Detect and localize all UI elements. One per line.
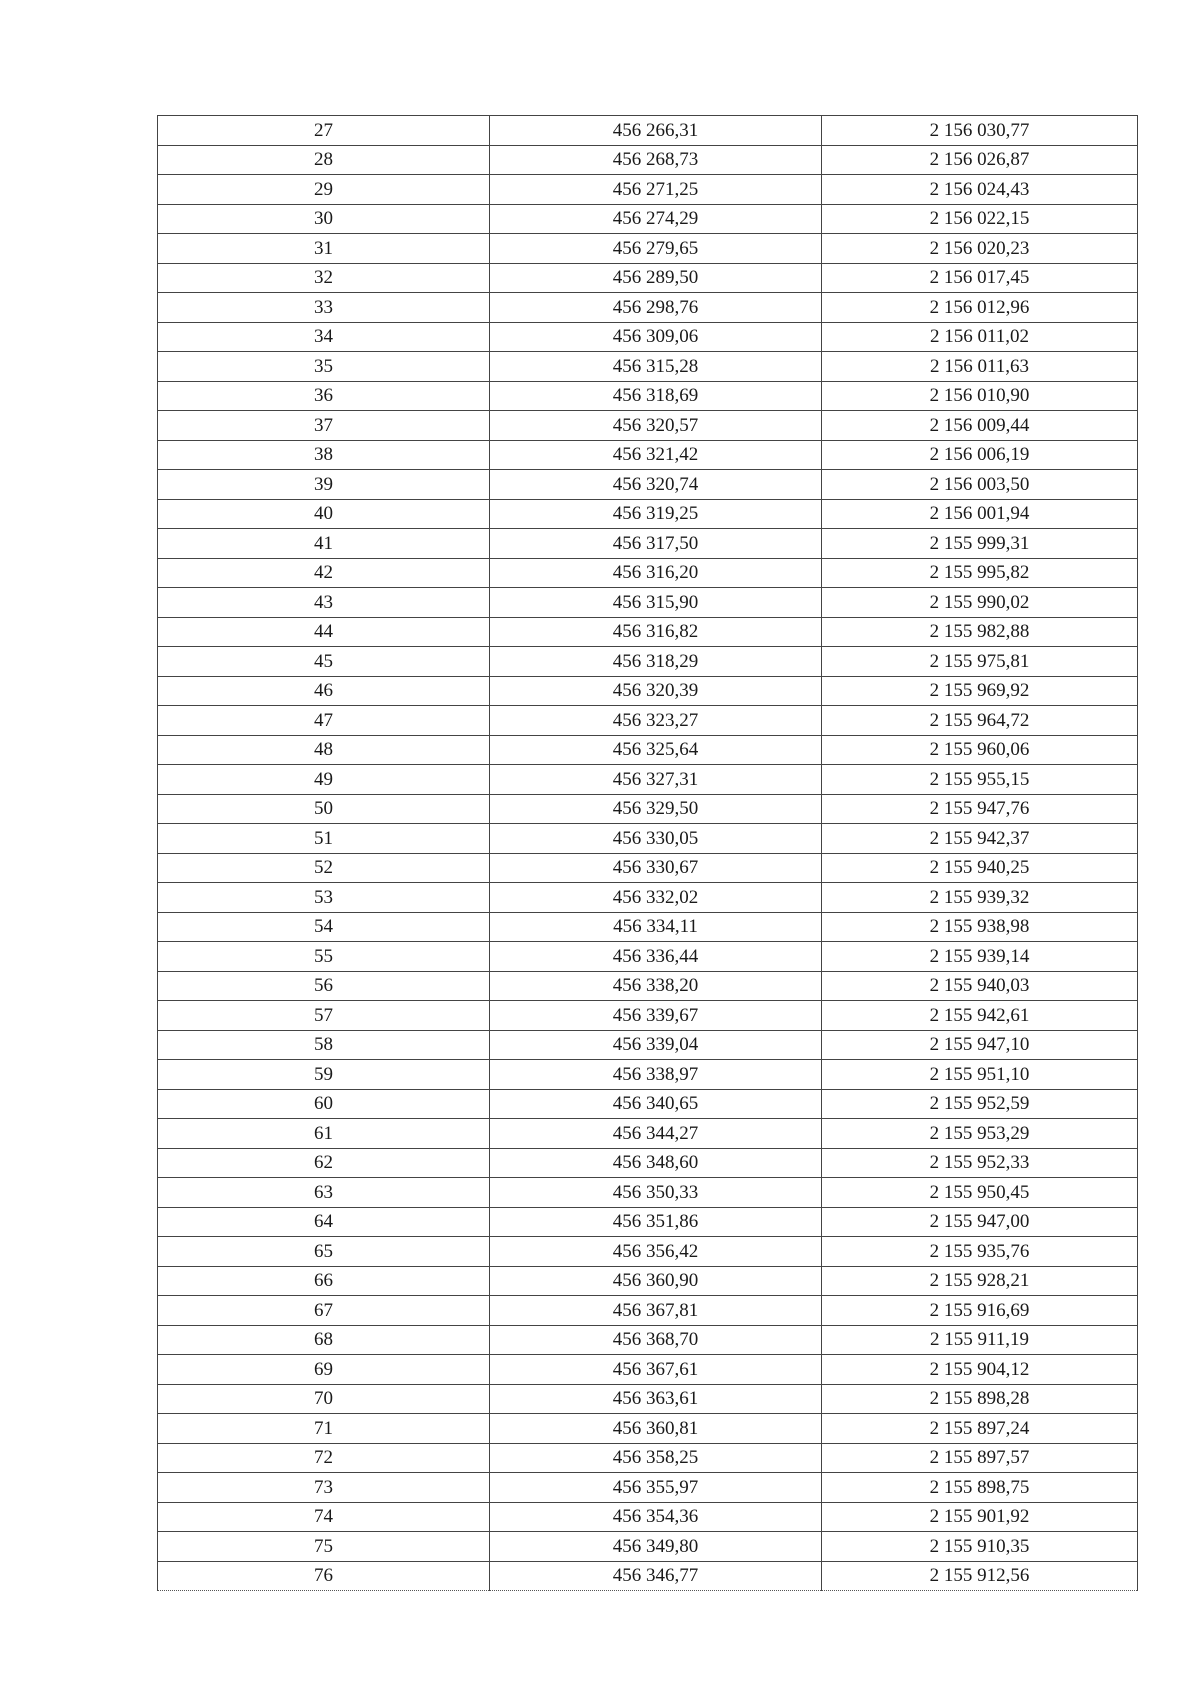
point-number-cell: 31: [158, 234, 490, 264]
point-number-cell: 69: [158, 1355, 490, 1385]
y-coordinate-cell: 2 156 026,87: [822, 145, 1138, 175]
x-coordinate-cell: 456 350,33: [490, 1178, 822, 1208]
table-row: [158, 1414, 1138, 1444]
x-coordinate-cell: 456 339,04: [490, 1030, 822, 1060]
point-number-cell: 67: [158, 1296, 490, 1326]
table-row: [158, 1532, 1138, 1562]
x-coordinate-cell: 456 340,65: [490, 1089, 822, 1119]
table-row: [158, 883, 1138, 913]
y-coordinate-cell: 2 155 939,14: [822, 942, 1138, 972]
x-coordinate-cell: 456 266,31: [490, 116, 822, 146]
y-coordinate-cell: 2 155 898,28: [822, 1384, 1138, 1414]
point-number-cell: 57: [158, 1001, 490, 1031]
point-number-cell: 30: [158, 204, 490, 234]
y-coordinate-cell: 2 155 950,45: [822, 1178, 1138, 1208]
point-number-cell: 33: [158, 293, 490, 323]
x-coordinate-cell: 456 315,28: [490, 352, 822, 382]
point-number-cell: 50: [158, 794, 490, 824]
table-row: [158, 1060, 1138, 1090]
y-coordinate-cell: 2 155 995,82: [822, 558, 1138, 588]
point-number-cell: 27: [158, 116, 490, 146]
y-coordinate-cell: 2 156 030,77: [822, 116, 1138, 146]
y-coordinate-cell: 2 155 942,37: [822, 824, 1138, 854]
table-row: [158, 1237, 1138, 1267]
y-coordinate-cell: 2 155 990,02: [822, 588, 1138, 618]
y-coordinate-cell: 2 156 003,50: [822, 470, 1138, 500]
table-row: [158, 1148, 1138, 1178]
table-row: [158, 440, 1138, 470]
y-coordinate-cell: 2 155 969,92: [822, 676, 1138, 706]
y-coordinate-cell: 2 155 951,10: [822, 1060, 1138, 1090]
x-coordinate-cell: 456 320,57: [490, 411, 822, 441]
point-number-cell: 65: [158, 1237, 490, 1267]
x-coordinate-cell: 456 336,44: [490, 942, 822, 972]
x-coordinate-cell: 456 367,61: [490, 1355, 822, 1385]
point-number-cell: 55: [158, 942, 490, 972]
table-row: [158, 853, 1138, 883]
table-row: [158, 1266, 1138, 1296]
x-coordinate-cell: 456 360,90: [490, 1266, 822, 1296]
point-number-cell: 46: [158, 676, 490, 706]
y-coordinate-cell: 2 156 017,45: [822, 263, 1138, 293]
point-number-cell: 73: [158, 1473, 490, 1503]
point-number-cell: 64: [158, 1207, 490, 1237]
x-coordinate-cell: 456 346,77: [490, 1561, 822, 1591]
x-coordinate-cell: 456 327,31: [490, 765, 822, 795]
point-number-cell: 61: [158, 1119, 490, 1149]
coordinates-table: [157, 115, 1138, 1591]
y-coordinate-cell: 2 155 898,75: [822, 1473, 1138, 1503]
y-coordinate-cell: 2 156 024,43: [822, 175, 1138, 205]
y-coordinate-cell: 2 155 942,61: [822, 1001, 1138, 1031]
point-number-cell: 29: [158, 175, 490, 205]
table-row: [158, 529, 1138, 559]
point-number-cell: 76: [158, 1561, 490, 1591]
point-number-cell: 34: [158, 322, 490, 352]
x-coordinate-cell: 456 298,76: [490, 293, 822, 323]
y-coordinate-cell: 2 156 006,19: [822, 440, 1138, 470]
y-coordinate-cell: 2 155 947,10: [822, 1030, 1138, 1060]
x-coordinate-cell: 456 351,86: [490, 1207, 822, 1237]
x-coordinate-cell: 456 323,27: [490, 706, 822, 736]
point-number-cell: 37: [158, 411, 490, 441]
point-number-cell: 71: [158, 1414, 490, 1444]
point-number-cell: 62: [158, 1148, 490, 1178]
y-coordinate-cell: 2 155 952,33: [822, 1148, 1138, 1178]
table-row: [158, 588, 1138, 618]
x-coordinate-cell: 456 271,25: [490, 175, 822, 205]
table-row: [158, 824, 1138, 854]
y-coordinate-cell: 2 155 964,72: [822, 706, 1138, 736]
table-row: [158, 204, 1138, 234]
point-number-cell: 54: [158, 912, 490, 942]
y-coordinate-cell: 2 155 952,59: [822, 1089, 1138, 1119]
x-coordinate-cell: 456 360,81: [490, 1414, 822, 1444]
y-coordinate-cell: 2 155 999,31: [822, 529, 1138, 559]
y-coordinate-cell: 2 156 012,96: [822, 293, 1138, 323]
table-row: [158, 1561, 1138, 1591]
table-row: [158, 263, 1138, 293]
x-coordinate-cell: 456 330,05: [490, 824, 822, 854]
table-row: [158, 322, 1138, 352]
y-coordinate-cell: 2 155 940,03: [822, 971, 1138, 1001]
point-number-cell: 32: [158, 263, 490, 293]
y-coordinate-cell: 2 155 939,32: [822, 883, 1138, 913]
y-coordinate-cell: 2 156 020,23: [822, 234, 1138, 264]
x-coordinate-cell: 456 318,69: [490, 381, 822, 411]
x-coordinate-cell: 456 334,11: [490, 912, 822, 942]
y-coordinate-cell: 2 156 009,44: [822, 411, 1138, 441]
table-row: [158, 676, 1138, 706]
x-coordinate-cell: 456 319,25: [490, 499, 822, 529]
x-coordinate-cell: 456 329,50: [490, 794, 822, 824]
x-coordinate-cell: 456 330,67: [490, 853, 822, 883]
y-coordinate-cell: 2 155 947,76: [822, 794, 1138, 824]
x-coordinate-cell: 456 325,64: [490, 735, 822, 765]
table-row: [158, 735, 1138, 765]
x-coordinate-cell: 456 316,20: [490, 558, 822, 588]
point-number-cell: 47: [158, 706, 490, 736]
y-coordinate-cell: 2 155 960,06: [822, 735, 1138, 765]
point-number-cell: 36: [158, 381, 490, 411]
x-coordinate-cell: 456 358,25: [490, 1443, 822, 1473]
table-row: [158, 1355, 1138, 1385]
table-row: [158, 647, 1138, 677]
table-row: [158, 175, 1138, 205]
table-row: [158, 912, 1138, 942]
x-coordinate-cell: 456 274,29: [490, 204, 822, 234]
y-coordinate-cell: 2 155 975,81: [822, 647, 1138, 677]
table-row: [158, 293, 1138, 323]
y-coordinate-cell: 2 155 912,56: [822, 1561, 1138, 1591]
table-row: [158, 1119, 1138, 1149]
y-coordinate-cell: 2 155 897,24: [822, 1414, 1138, 1444]
point-number-cell: 49: [158, 765, 490, 795]
y-coordinate-cell: 2 155 911,19: [822, 1325, 1138, 1355]
x-coordinate-cell: 456 356,42: [490, 1237, 822, 1267]
x-coordinate-cell: 456 279,65: [490, 234, 822, 264]
table-row: [158, 1030, 1138, 1060]
x-coordinate-cell: 456 338,20: [490, 971, 822, 1001]
point-number-cell: 38: [158, 440, 490, 470]
point-number-cell: 43: [158, 588, 490, 618]
point-number-cell: 74: [158, 1502, 490, 1532]
table-row: [158, 1178, 1138, 1208]
point-number-cell: 60: [158, 1089, 490, 1119]
table-row: [158, 942, 1138, 972]
table-row: [158, 381, 1138, 411]
table-row: [158, 1296, 1138, 1326]
point-number-cell: 75: [158, 1532, 490, 1562]
point-number-cell: 41: [158, 529, 490, 559]
table-row: [158, 1473, 1138, 1503]
table-row: [158, 794, 1138, 824]
y-coordinate-cell: 2 155 940,25: [822, 853, 1138, 883]
x-coordinate-cell: 456 315,90: [490, 588, 822, 618]
point-number-cell: 53: [158, 883, 490, 913]
x-coordinate-cell: 456 332,02: [490, 883, 822, 913]
table-row: [158, 470, 1138, 500]
table-row: [158, 411, 1138, 441]
point-number-cell: 42: [158, 558, 490, 588]
table-row: [158, 1443, 1138, 1473]
table-row: [158, 971, 1138, 1001]
table-row: [158, 1325, 1138, 1355]
x-coordinate-cell: 456 338,97: [490, 1060, 822, 1090]
y-coordinate-cell: 2 155 982,88: [822, 617, 1138, 647]
y-coordinate-cell: 2 155 953,29: [822, 1119, 1138, 1149]
y-coordinate-cell: 2 155 928,21: [822, 1266, 1138, 1296]
x-coordinate-cell: 456 368,70: [490, 1325, 822, 1355]
y-coordinate-cell: 2 155 897,57: [822, 1443, 1138, 1473]
table-row: [158, 1207, 1138, 1237]
point-number-cell: 52: [158, 853, 490, 883]
x-coordinate-cell: 456 268,73: [490, 145, 822, 175]
x-coordinate-cell: 456 344,27: [490, 1119, 822, 1149]
point-number-cell: 39: [158, 470, 490, 500]
y-coordinate-cell: 2 155 947,00: [822, 1207, 1138, 1237]
y-coordinate-cell: 2 156 001,94: [822, 499, 1138, 529]
table-row: [158, 765, 1138, 795]
point-number-cell: 58: [158, 1030, 490, 1060]
table-row: [158, 558, 1138, 588]
table-row: [158, 1384, 1138, 1414]
x-coordinate-cell: 456 318,29: [490, 647, 822, 677]
y-coordinate-cell: 2 155 901,92: [822, 1502, 1138, 1532]
x-coordinate-cell: 456 363,61: [490, 1384, 822, 1414]
table-row: [158, 706, 1138, 736]
x-coordinate-cell: 456 349,80: [490, 1532, 822, 1562]
x-coordinate-cell: 456 348,60: [490, 1148, 822, 1178]
table-row: [158, 234, 1138, 264]
point-number-cell: 68: [158, 1325, 490, 1355]
point-number-cell: 35: [158, 352, 490, 382]
x-coordinate-cell: 456 339,67: [490, 1001, 822, 1031]
point-number-cell: 44: [158, 617, 490, 647]
point-number-cell: 56: [158, 971, 490, 1001]
y-coordinate-cell: 2 155 935,76: [822, 1237, 1138, 1267]
point-number-cell: 48: [158, 735, 490, 765]
point-number-cell: 66: [158, 1266, 490, 1296]
table-row: [158, 116, 1138, 146]
table-row: [158, 1089, 1138, 1119]
x-coordinate-cell: 456 317,50: [490, 529, 822, 559]
y-coordinate-cell: 2 155 955,15: [822, 765, 1138, 795]
point-number-cell: 40: [158, 499, 490, 529]
x-coordinate-cell: 456 321,42: [490, 440, 822, 470]
x-coordinate-cell: 456 316,82: [490, 617, 822, 647]
table-row: [158, 499, 1138, 529]
y-coordinate-cell: 2 156 011,63: [822, 352, 1138, 382]
x-coordinate-cell: 456 309,06: [490, 322, 822, 352]
table-row: [158, 145, 1138, 175]
point-number-cell: 45: [158, 647, 490, 677]
point-number-cell: 59: [158, 1060, 490, 1090]
point-number-cell: 63: [158, 1178, 490, 1208]
x-coordinate-cell: 456 355,97: [490, 1473, 822, 1503]
x-coordinate-cell: 456 320,39: [490, 676, 822, 706]
x-coordinate-cell: 456 367,81: [490, 1296, 822, 1326]
x-coordinate-cell: 456 354,36: [490, 1502, 822, 1532]
point-number-cell: 72: [158, 1443, 490, 1473]
y-coordinate-cell: 2 155 938,98: [822, 912, 1138, 942]
y-coordinate-cell: 2 156 010,90: [822, 381, 1138, 411]
table-row: [158, 352, 1138, 382]
y-coordinate-cell: 2 155 910,35: [822, 1532, 1138, 1562]
x-coordinate-cell: 456 320,74: [490, 470, 822, 500]
table-row: [158, 617, 1138, 647]
point-number-cell: 70: [158, 1384, 490, 1414]
point-number-cell: 28: [158, 145, 490, 175]
point-number-cell: 51: [158, 824, 490, 854]
coordinates-table-body: [158, 116, 1138, 1591]
y-coordinate-cell: 2 156 011,02: [822, 322, 1138, 352]
y-coordinate-cell: 2 155 916,69: [822, 1296, 1138, 1326]
table-row: [158, 1502, 1138, 1532]
y-coordinate-cell: 2 155 904,12: [822, 1355, 1138, 1385]
table-row: [158, 1001, 1138, 1031]
x-coordinate-cell: 456 289,50: [490, 263, 822, 293]
y-coordinate-cell: 2 156 022,15: [822, 204, 1138, 234]
